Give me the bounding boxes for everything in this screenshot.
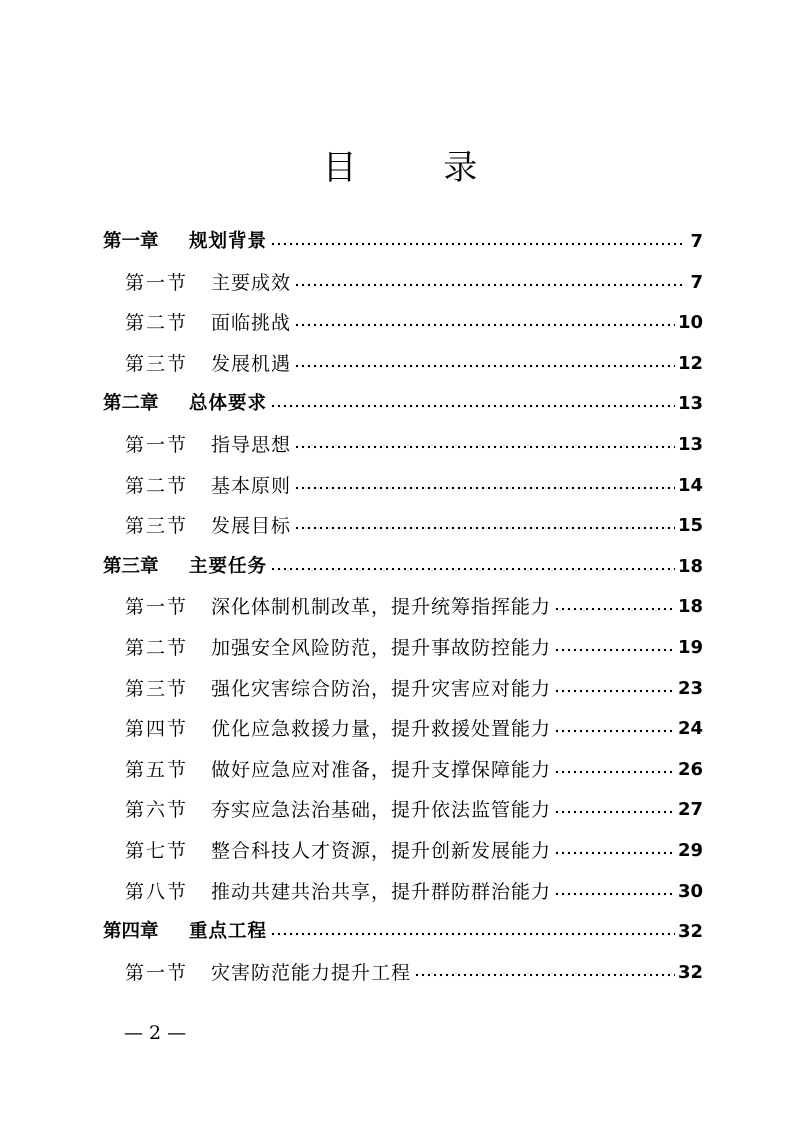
section-number: 第二节 [125,312,189,335]
toc-section-entry[interactable] [103,509,703,537]
toc-chapter-entry[interactable] [103,387,703,415]
toc-section-entry[interactable] [103,631,703,659]
dot-leader [554,646,675,654]
page-reference: 7 [690,271,703,293]
page-reference: 29 [677,840,703,861]
section-number: 第七节 [125,840,189,862]
page-reference: 13 [677,434,703,455]
toc-chapter-entry[interactable] [103,550,703,578]
toc-section-entry[interactable] [103,428,703,456]
page-reference: 7 [690,231,703,252]
chapter-title: 主要任务 [189,555,268,577]
section-number: 第四节 [125,718,189,741]
dot-leader [270,565,675,573]
page-reference: 19 [677,637,703,658]
toc-section-entry[interactable] [103,469,703,497]
section-title: 做好应急应对准备，提升支撑保障能力 [211,758,552,781]
toc-section-entry[interactable] [103,712,703,740]
section-title: 灾害防范能力提升工程 [211,961,412,984]
section-number: 第八节 [125,880,189,903]
toc-section-entry[interactable] [103,834,703,862]
dot-leader [554,727,675,735]
page-reference: 13 [677,393,703,415]
toc-section-entry[interactable] [103,672,703,700]
dot-leader [554,768,675,776]
section-number: 第一节 [125,596,189,619]
dot-leader [270,402,675,410]
dot-leader [294,524,675,532]
section-number: 第五节 [125,758,189,781]
section-title: 强化灾害综合防治，提升灾害应对能力 [211,677,552,700]
section-title: 推动共建共治共享，提升群防群治能力 [211,880,552,903]
section-number: 第六节 [125,799,189,822]
section-number: 第一节 [125,434,189,456]
section-number: 第一节 [125,961,189,984]
dot-leader [270,930,675,938]
page-reference: 14 [677,474,703,496]
section-title: 面临挑战 [211,312,292,335]
toc-section-entry[interactable] [103,753,703,781]
section-title: 优化应急救援力量，提升救援处置能力 [211,718,552,741]
section-title: 主要成效 [211,271,292,294]
toc-section-entry[interactable] [103,347,703,375]
chapter-number: 第二章 [103,393,159,415]
section-number: 第二节 [125,474,189,497]
chapter-title: 重点工程 [189,921,268,943]
section-title: 加强安全风险防范，提升事故防控能力 [211,637,552,659]
toc-section-entry[interactable] [103,306,703,334]
chapter-number: 第一章 [103,231,159,252]
toc-section-entry[interactable] [103,793,703,821]
toc-section-entry[interactable] [103,266,703,294]
section-title: 发展机遇 [211,352,292,375]
section-number: 第三节 [125,352,189,375]
toc-section-entry[interactable] [103,875,703,903]
dot-leader [554,890,675,898]
page-title: 目 录 [322,148,516,188]
chapter-number: 第四章 [103,921,159,943]
toc-section-entry[interactable] [103,956,703,984]
section-title: 基本原则 [211,474,292,497]
dot-leader [294,362,675,370]
page-reference: 15 [677,515,703,537]
page-reference: 32 [677,961,703,983]
page-reference: 30 [677,880,703,902]
dot-leader [554,605,675,613]
section-number: 第三节 [125,515,189,538]
chapter-number: 第三章 [103,555,159,577]
chapter-title: 规划背景 [189,231,268,252]
section-number: 第一节 [125,271,189,294]
section-title: 夯实应急法治基础，提升依法监管能力 [211,799,552,822]
dot-leader [294,321,675,329]
page-reference: 24 [677,718,703,740]
dot-leader [554,687,675,695]
page-reference: 10 [677,312,703,334]
section-number: 第二节 [125,637,189,659]
section-title: 深化体制机制改革，提升统筹指挥能力 [211,596,552,619]
page-reference: 27 [677,799,703,821]
dot-leader [554,808,675,816]
toc-section-entry[interactable] [103,590,703,618]
section-title: 整合科技人才资源，提升创新发展能力 [211,840,552,862]
page-reference: 26 [677,758,703,780]
page-number: — 2 — [124,1022,187,1044]
page-reference: 12 [677,352,703,374]
chapter-title: 总体要求 [189,393,268,415]
dot-leader [294,281,686,289]
section-title: 发展目标 [211,515,292,538]
page-reference: 18 [677,555,703,577]
toc-chapter-entry[interactable] [103,915,703,943]
page-reference: 32 [677,921,703,943]
dot-leader [554,849,675,857]
dot-leader [294,484,675,492]
dot-leader [294,443,675,451]
section-title: 指导思想 [211,434,292,456]
toc-chapter-entry[interactable] [103,225,703,253]
page-reference: 23 [677,677,703,699]
page-reference: 18 [677,596,703,618]
dot-leader [270,240,686,248]
dot-leader [414,971,675,979]
section-number: 第三节 [125,677,189,700]
